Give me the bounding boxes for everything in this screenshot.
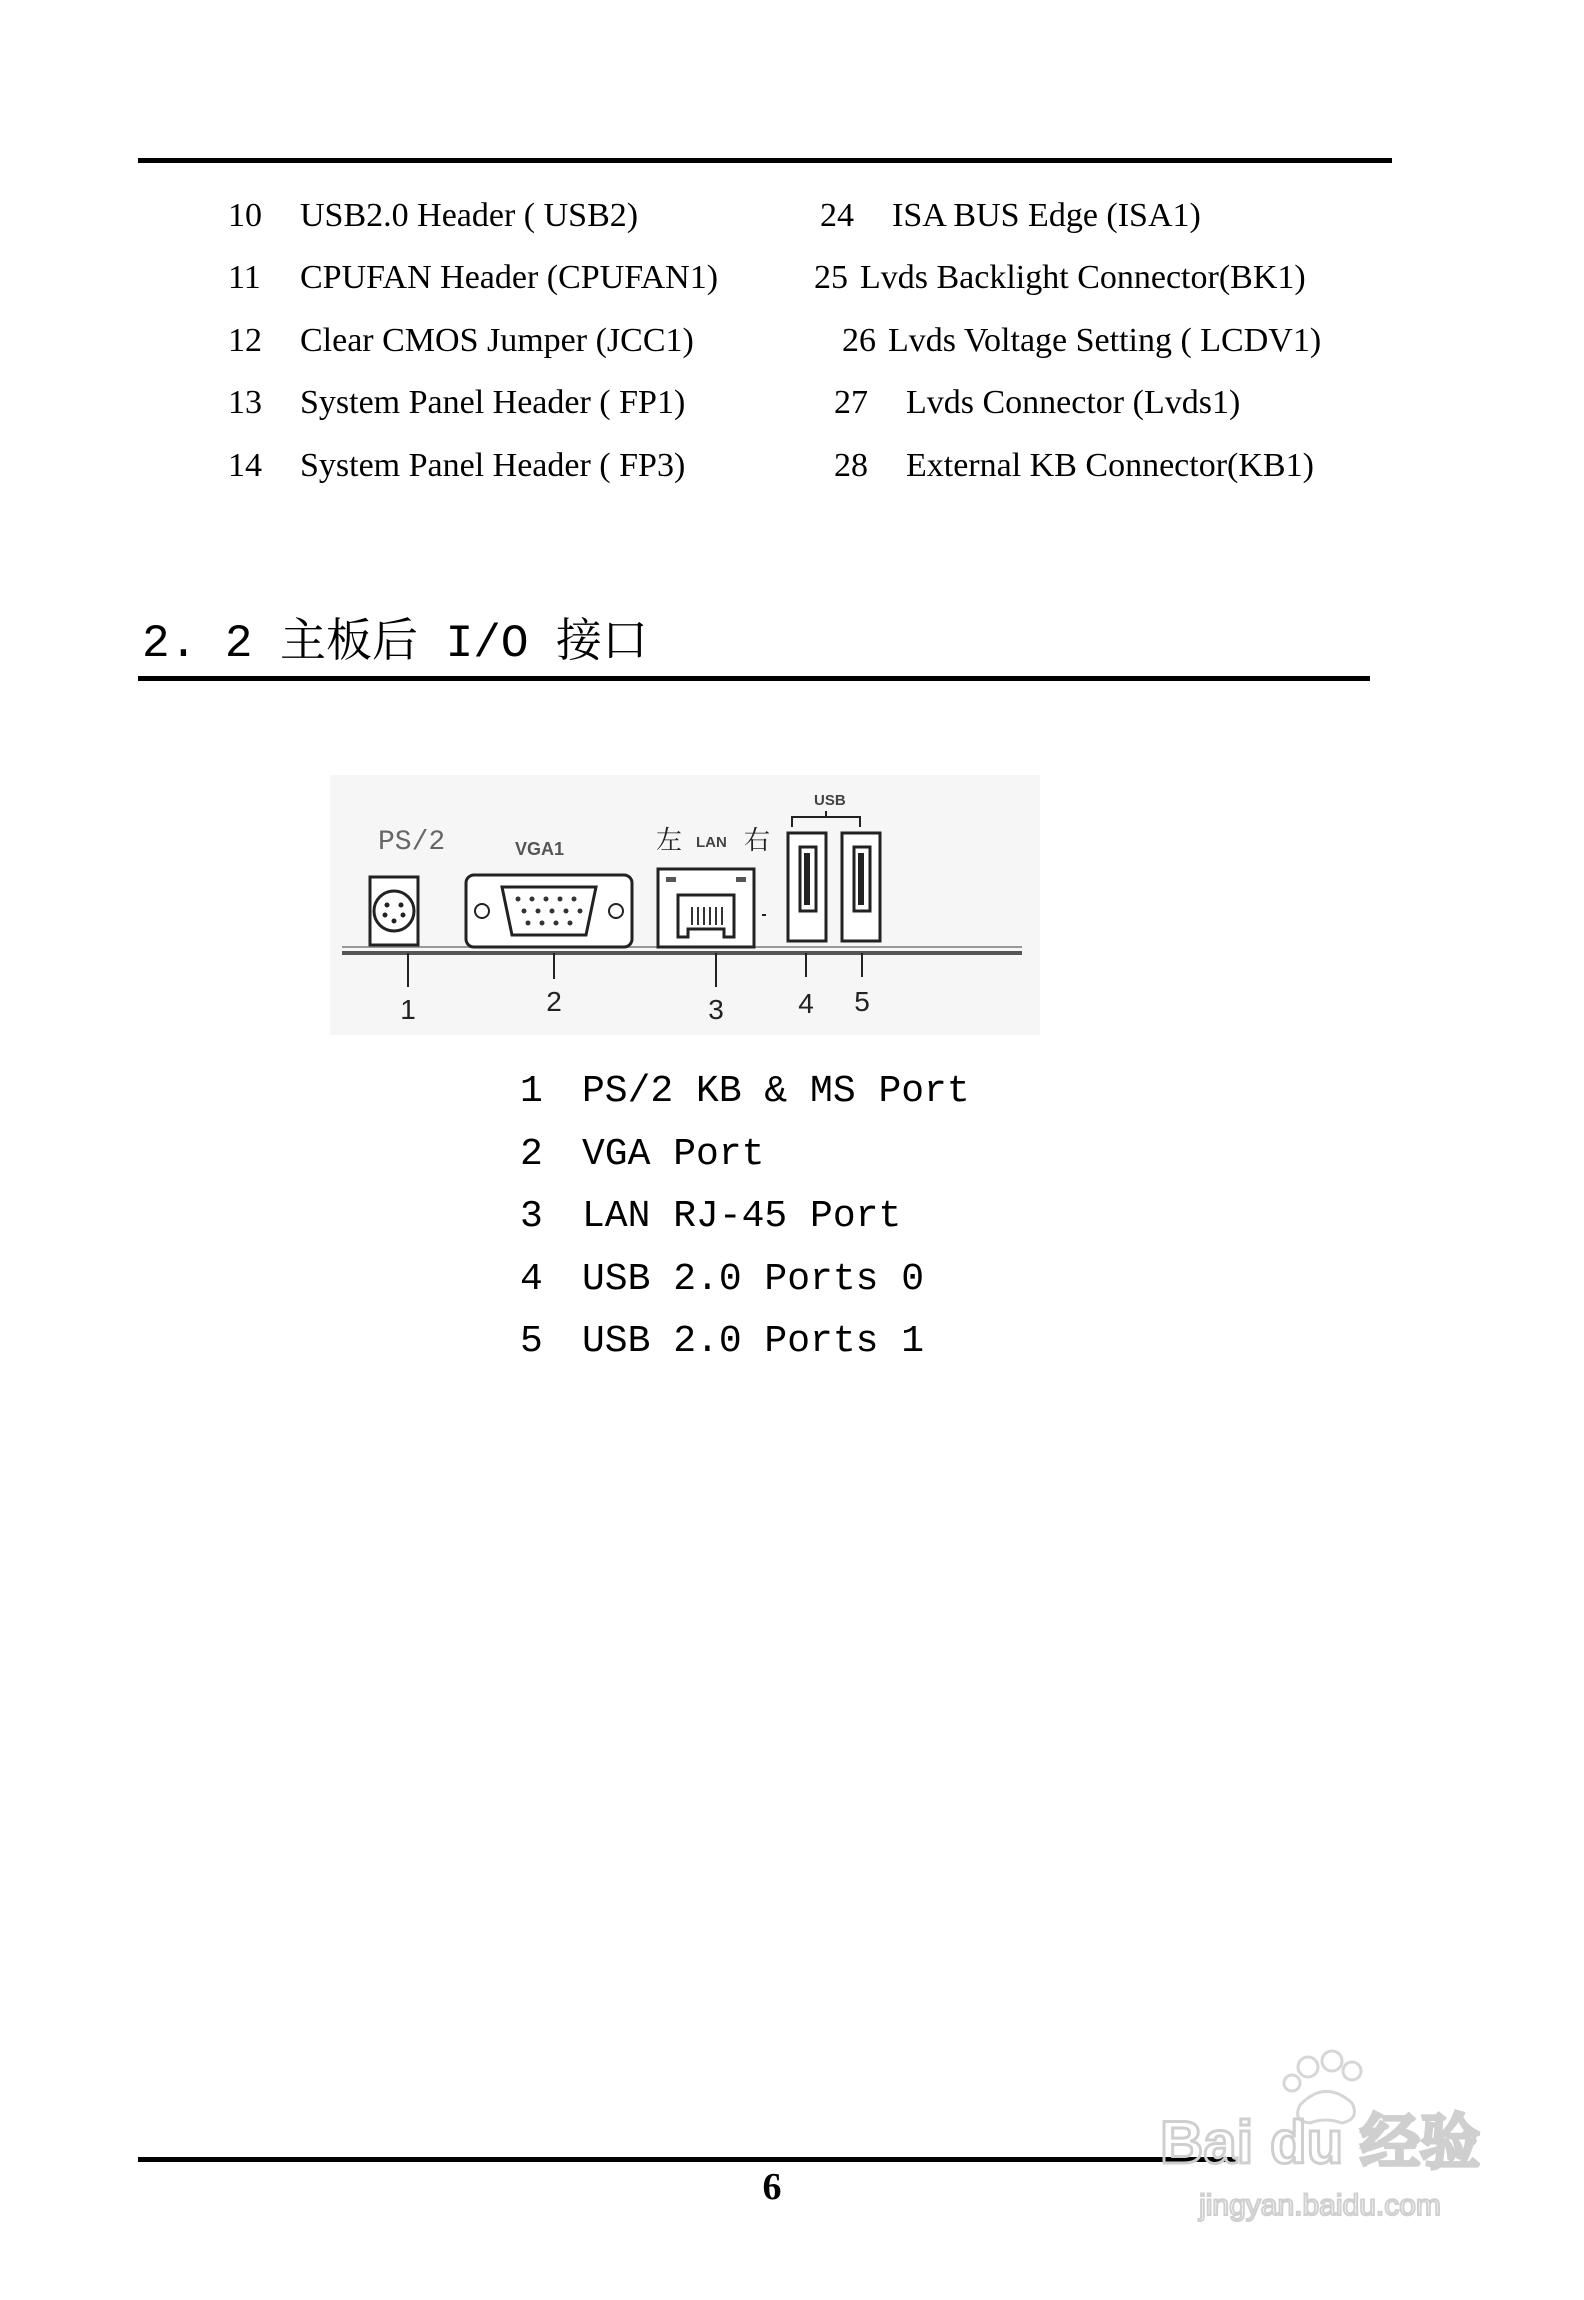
lan-left-label: 左 xyxy=(656,826,683,856)
section-rule xyxy=(138,676,1370,681)
lan-label: LAN xyxy=(696,834,727,851)
rear-io-diagram xyxy=(330,775,1040,1035)
watermark-brand: Bai du 经验 xyxy=(1159,2109,1481,2176)
callout-2: 2 xyxy=(546,986,562,1017)
ps2-label: PS/2 xyxy=(378,827,446,858)
list-item: 10 USB2.0 Header ( USB2) xyxy=(228,197,639,234)
list-item: 12 Clear CMOS Jumper (JCC1) xyxy=(228,322,694,359)
watermark-url: jingyan.baidu.com xyxy=(1199,2189,1441,2222)
list-item: 25 Lvds Backlight Connector(BK1) xyxy=(814,259,1306,296)
section-title: 2. 2 主板后 I/O 接口 xyxy=(142,618,649,670)
callout-1: 1 xyxy=(400,994,416,1025)
list-item: 26 Lvds Voltage Setting ( LCDV1) xyxy=(842,322,1322,359)
callout-5: 5 xyxy=(854,986,870,1017)
callout-3: 3 xyxy=(708,994,724,1025)
list-item: 11 CPUFAN Header (CPUFAN1) xyxy=(228,259,719,296)
list-item: 28 External KB Connector(KB1) xyxy=(834,447,1314,484)
baidu-watermark xyxy=(1120,2035,1520,2235)
list-item: 24 ISA BUS Edge (ISA1) xyxy=(820,197,1201,234)
footer-rule xyxy=(138,2157,1238,2162)
callout-4: 4 xyxy=(798,988,814,1019)
usb-label: USB xyxy=(814,792,846,809)
page-number: 6 xyxy=(762,2166,782,2208)
list-item: 27 Lvds Connector (Lvds1) xyxy=(834,384,1241,421)
lan-right-label: 右 xyxy=(744,826,771,856)
vga-label: VGA1 xyxy=(515,839,565,859)
list-item: 14 System Panel Header ( FP3) xyxy=(228,447,686,484)
ps2-port-icon xyxy=(374,891,414,931)
io-port-list: 1 PS/2 KB & MS Port 2 VGA Port 3 LAN RJ-45 Port 4 USB 2.0 Ports 0 5 USB 2.0 Ports 1 xyxy=(520,1070,970,1363)
top-rule xyxy=(138,158,1392,163)
list-item: 13 System Panel Header ( FP1) xyxy=(228,384,686,421)
